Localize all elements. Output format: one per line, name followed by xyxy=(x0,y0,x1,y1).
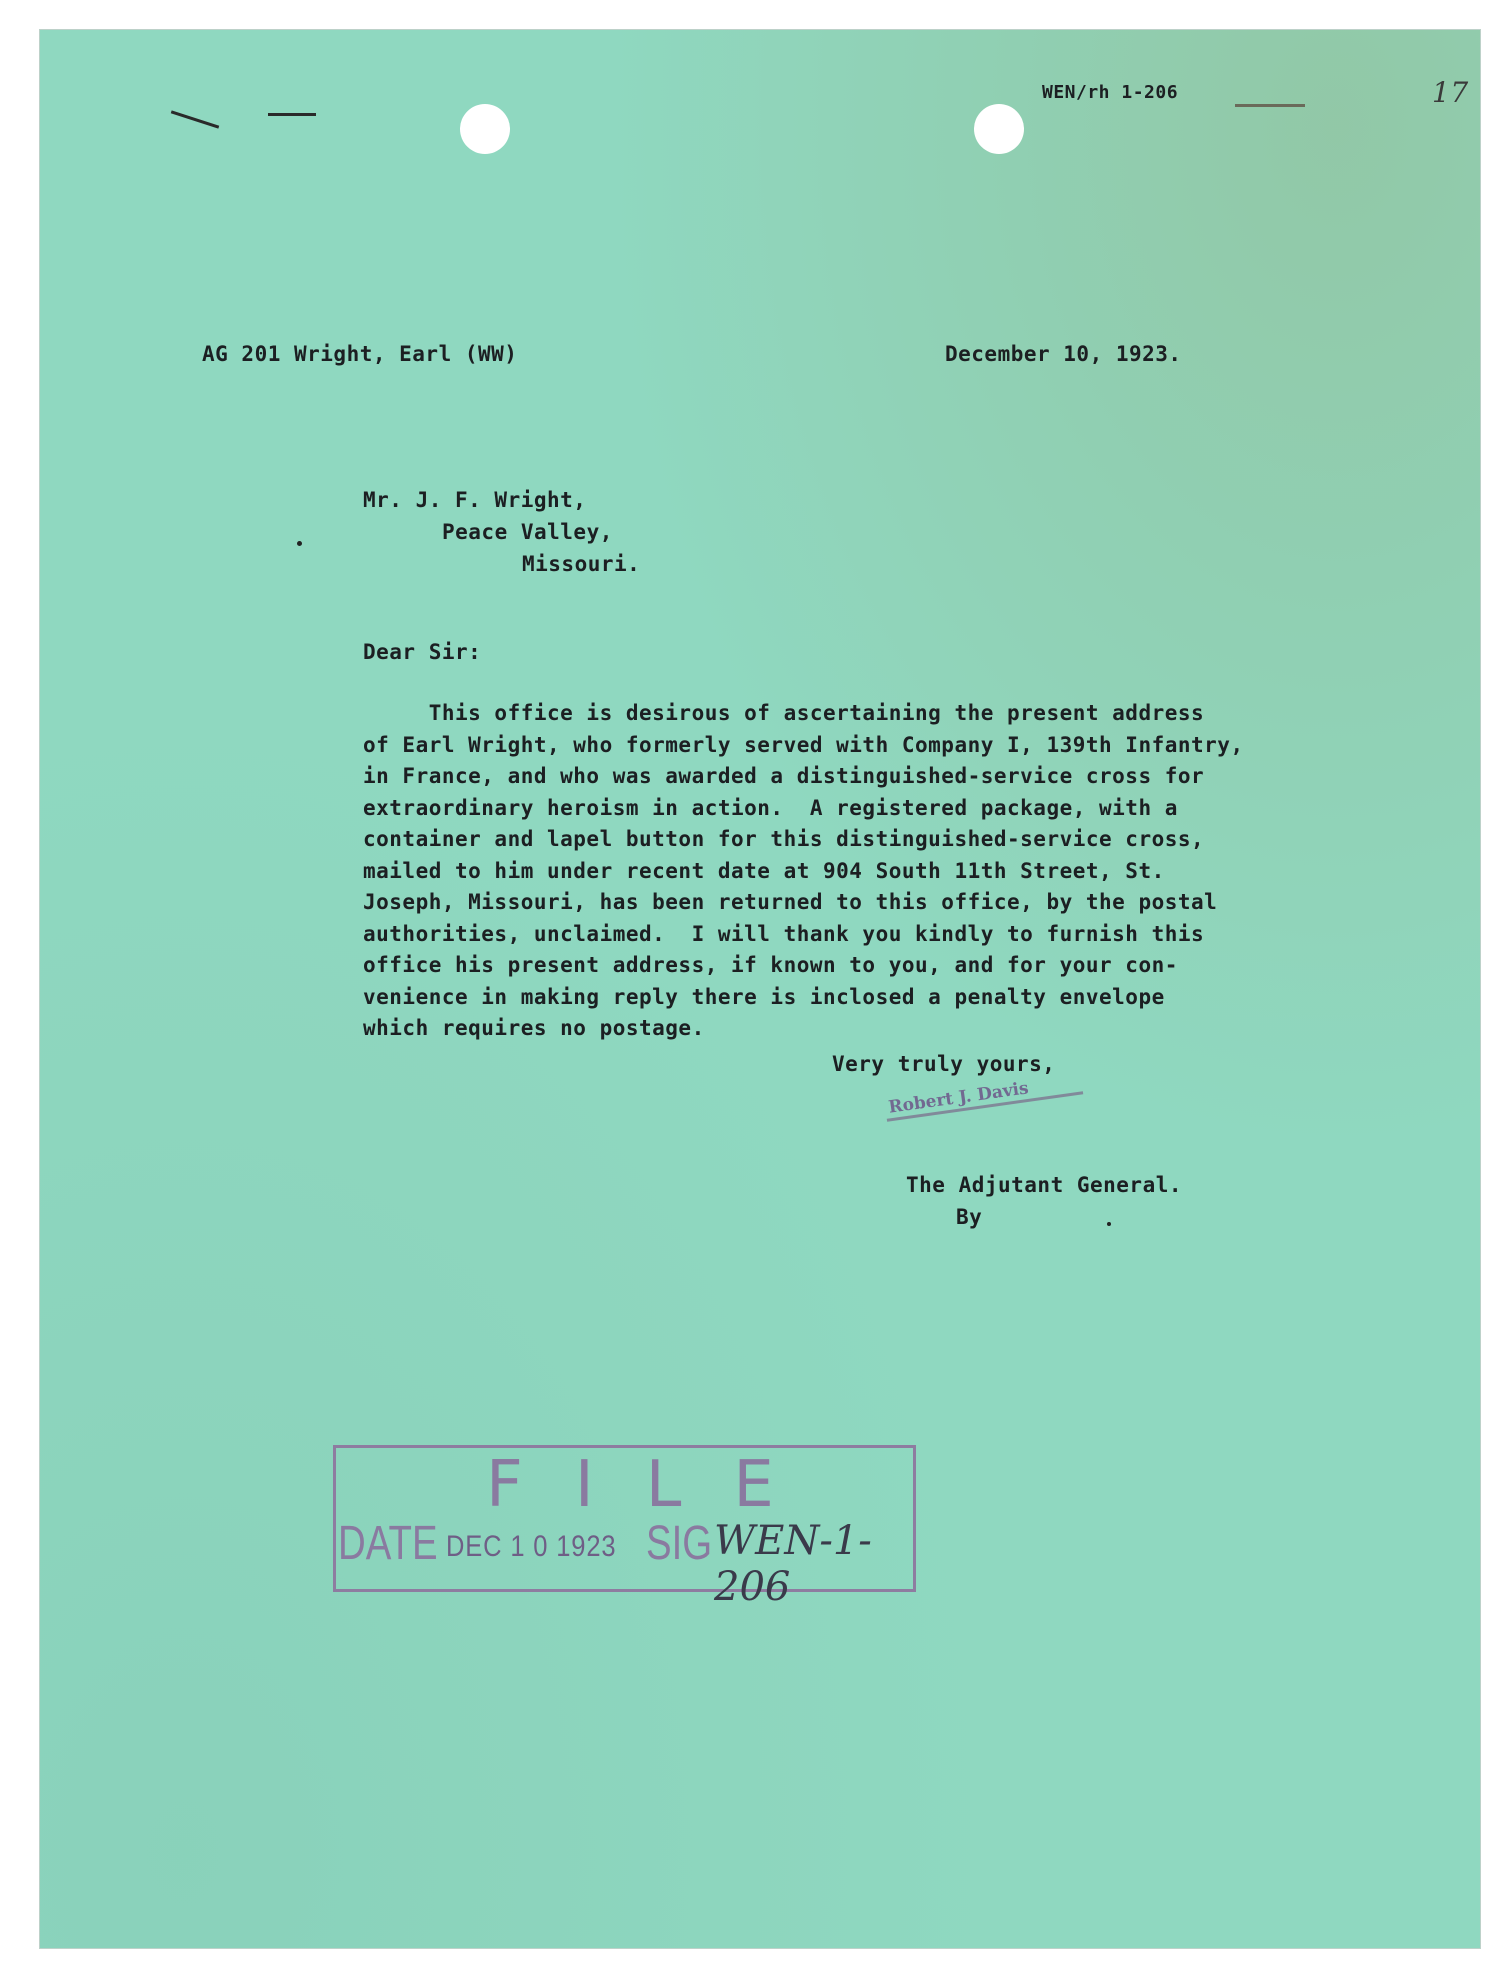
recipient-name: Mr. J. F. Wright, xyxy=(363,488,587,512)
pencil-mark xyxy=(268,113,316,116)
file-reference: WEN/rh 1-206 xyxy=(1042,82,1179,103)
signature-stamp: Robert J. Davis xyxy=(887,1078,1030,1118)
file-stamp xyxy=(333,1445,916,1610)
ink-dot xyxy=(1107,1222,1111,1226)
file-stamp-date-label: DATE xyxy=(338,1517,438,1570)
letter-sheet xyxy=(40,30,1480,1948)
letter-reference: AG 201 Wright, Earl (WW) xyxy=(202,342,518,366)
punch-hole-left xyxy=(460,104,510,154)
file-stamp-title: FILE xyxy=(486,1448,826,1522)
folio-number: 17 xyxy=(1432,76,1469,109)
file-stamp-sig-label: SIG xyxy=(646,1517,713,1570)
recipient-state: Missouri. xyxy=(522,552,641,576)
file-stamp-date-value: DEC 1 0 1923 xyxy=(446,1530,617,1563)
letter-body: This office is desirous of ascertaining the present address of Earl Wright, who formerly served with Company I, 139th Infantry, in France, and who was awarded a distinguished-service cross for extraordinary heroism in action. A registered package, with a container and lapel button for this distinguished-service cross, mailed to him under recent date at 904 South 11th Street, St. Joseph, Missouri, has been returned to this office, by the postal authorities, unclaimed. I will thank you kindly to furnish this office his present address, if known to you, and for your con- venience in making reply there is inclosed a penalty envelope which requires no postage. xyxy=(363,701,1244,1040)
salutation: Dear Sir: xyxy=(363,640,482,664)
punch-hole-right xyxy=(974,104,1024,154)
letter-date: December 10, 1923. xyxy=(945,342,1182,366)
by-line: By xyxy=(956,1205,983,1229)
file-stamp-sig-value: WEN-1-206 xyxy=(714,1518,872,1610)
closing: Very truly yours, xyxy=(832,1052,1056,1076)
pencil-mark xyxy=(171,110,219,128)
recipient-place: Peace Valley, xyxy=(442,520,613,544)
signer-title: The Adjutant General. xyxy=(906,1173,1183,1197)
pencil-mark xyxy=(1235,104,1305,107)
ink-dot xyxy=(297,541,302,546)
